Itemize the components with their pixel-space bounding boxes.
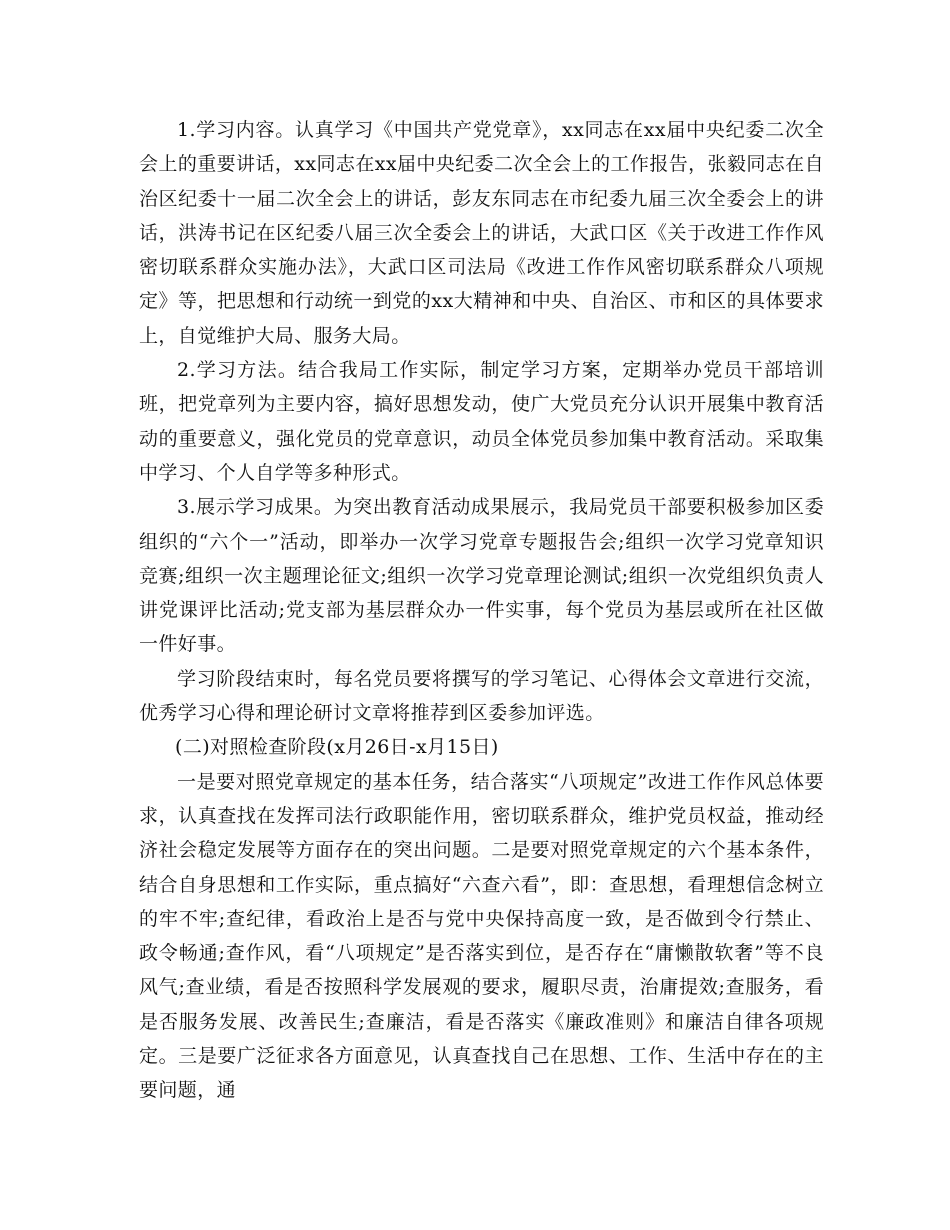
- paragraph-check-phase-detail: 一是要对照党章规定的基本任务，结合落实“八项规定”改进工作作风总体要求，认真查找在发挥司法行政职能作用，密切联系群众，维护党员权益，推动经济社会稳定发展等方面存在的突出问题。二是要对照党章规定的六个基本条件，结合自身思想和工作实际，重点搞好“六查六看”，即：查思想，看理想信念树立的牢不牢;查纪律，看政治上是否与党中央保持高度一致，是否做到令行禁止、政令畅通;查作风，看“八项规定”是否落实到位，是否存在“庸懒散软奢”等不良风气;查业绩，看是否按照科学发展观的要求，履职尽责，治庸提效;查服务，看是否服务发展、改善民生;查廉洁，看是否落实《廉政准则》和廉洁自律各项规定。三是要广泛征求各方面意见，认真查找自己在思想、工作、生活中存在的主要问题，通: [139, 770, 824, 1102]
- paragraph-study-content: 1.学习内容。认真学习《中国共产党党章》，xx同志在xx届中央纪委二次全会上的重要讲话，xx同志在xx届中央纪委二次全会上的工作报告，张毅同志在自治区纪委十一届二次全会上的讲话，彭友东同志在市纪委九届三次全委会上的讲话，洪涛书记在区纪委八届三次全委会上的讲话，大武口区《关于改进工作作风密切联系群众实施办法》，大武口区司法局《改进工作作风密切联系群众八项规定》等，把思想和行动统一到党的xx大精神和中央、自治区、市和区的具体要求上，自觉维护大局、服务大局。: [139, 119, 824, 347]
- document-body: [139, 113, 824, 1108]
- paragraph-study-results: 3.展示学习成果。为突出教育活动成果展示，我局党员干部要积极参加区委组织的“六个一”活动，即举办一次学习党章专题报告会;组织一次学习党章知识竞赛;组织一次主题理论征文;组织一次学习党章理论测试;组织一次党组织负责人讲党课评比活动;党支部为基层群众办一件实事，每个党员为基层或所在社区做一件好事。: [139, 496, 824, 656]
- section-heading-check-phase: (二)对照检查阶段(x月26日-x月15日): [175, 736, 499, 759]
- paragraph-study-method: 2.学习方法。结合我局工作实际，制定学习方案，定期举办党员干部培训班，把党章列为主要内容，搞好思想发动，使广大党员充分认识开展集中教育活动的重要意义，强化党员的党章意识，动员全体党员参加集中教育活动。采取集中学习、个人自学等多种形式。: [139, 359, 824, 484]
- paragraph-study-phase-end: 学习阶段结束时，每名党员要将撰写的学习笔记、心得体会文章进行交流，优秀学习心得和理论研讨文章将推荐到区委参加评选。: [139, 667, 824, 725]
